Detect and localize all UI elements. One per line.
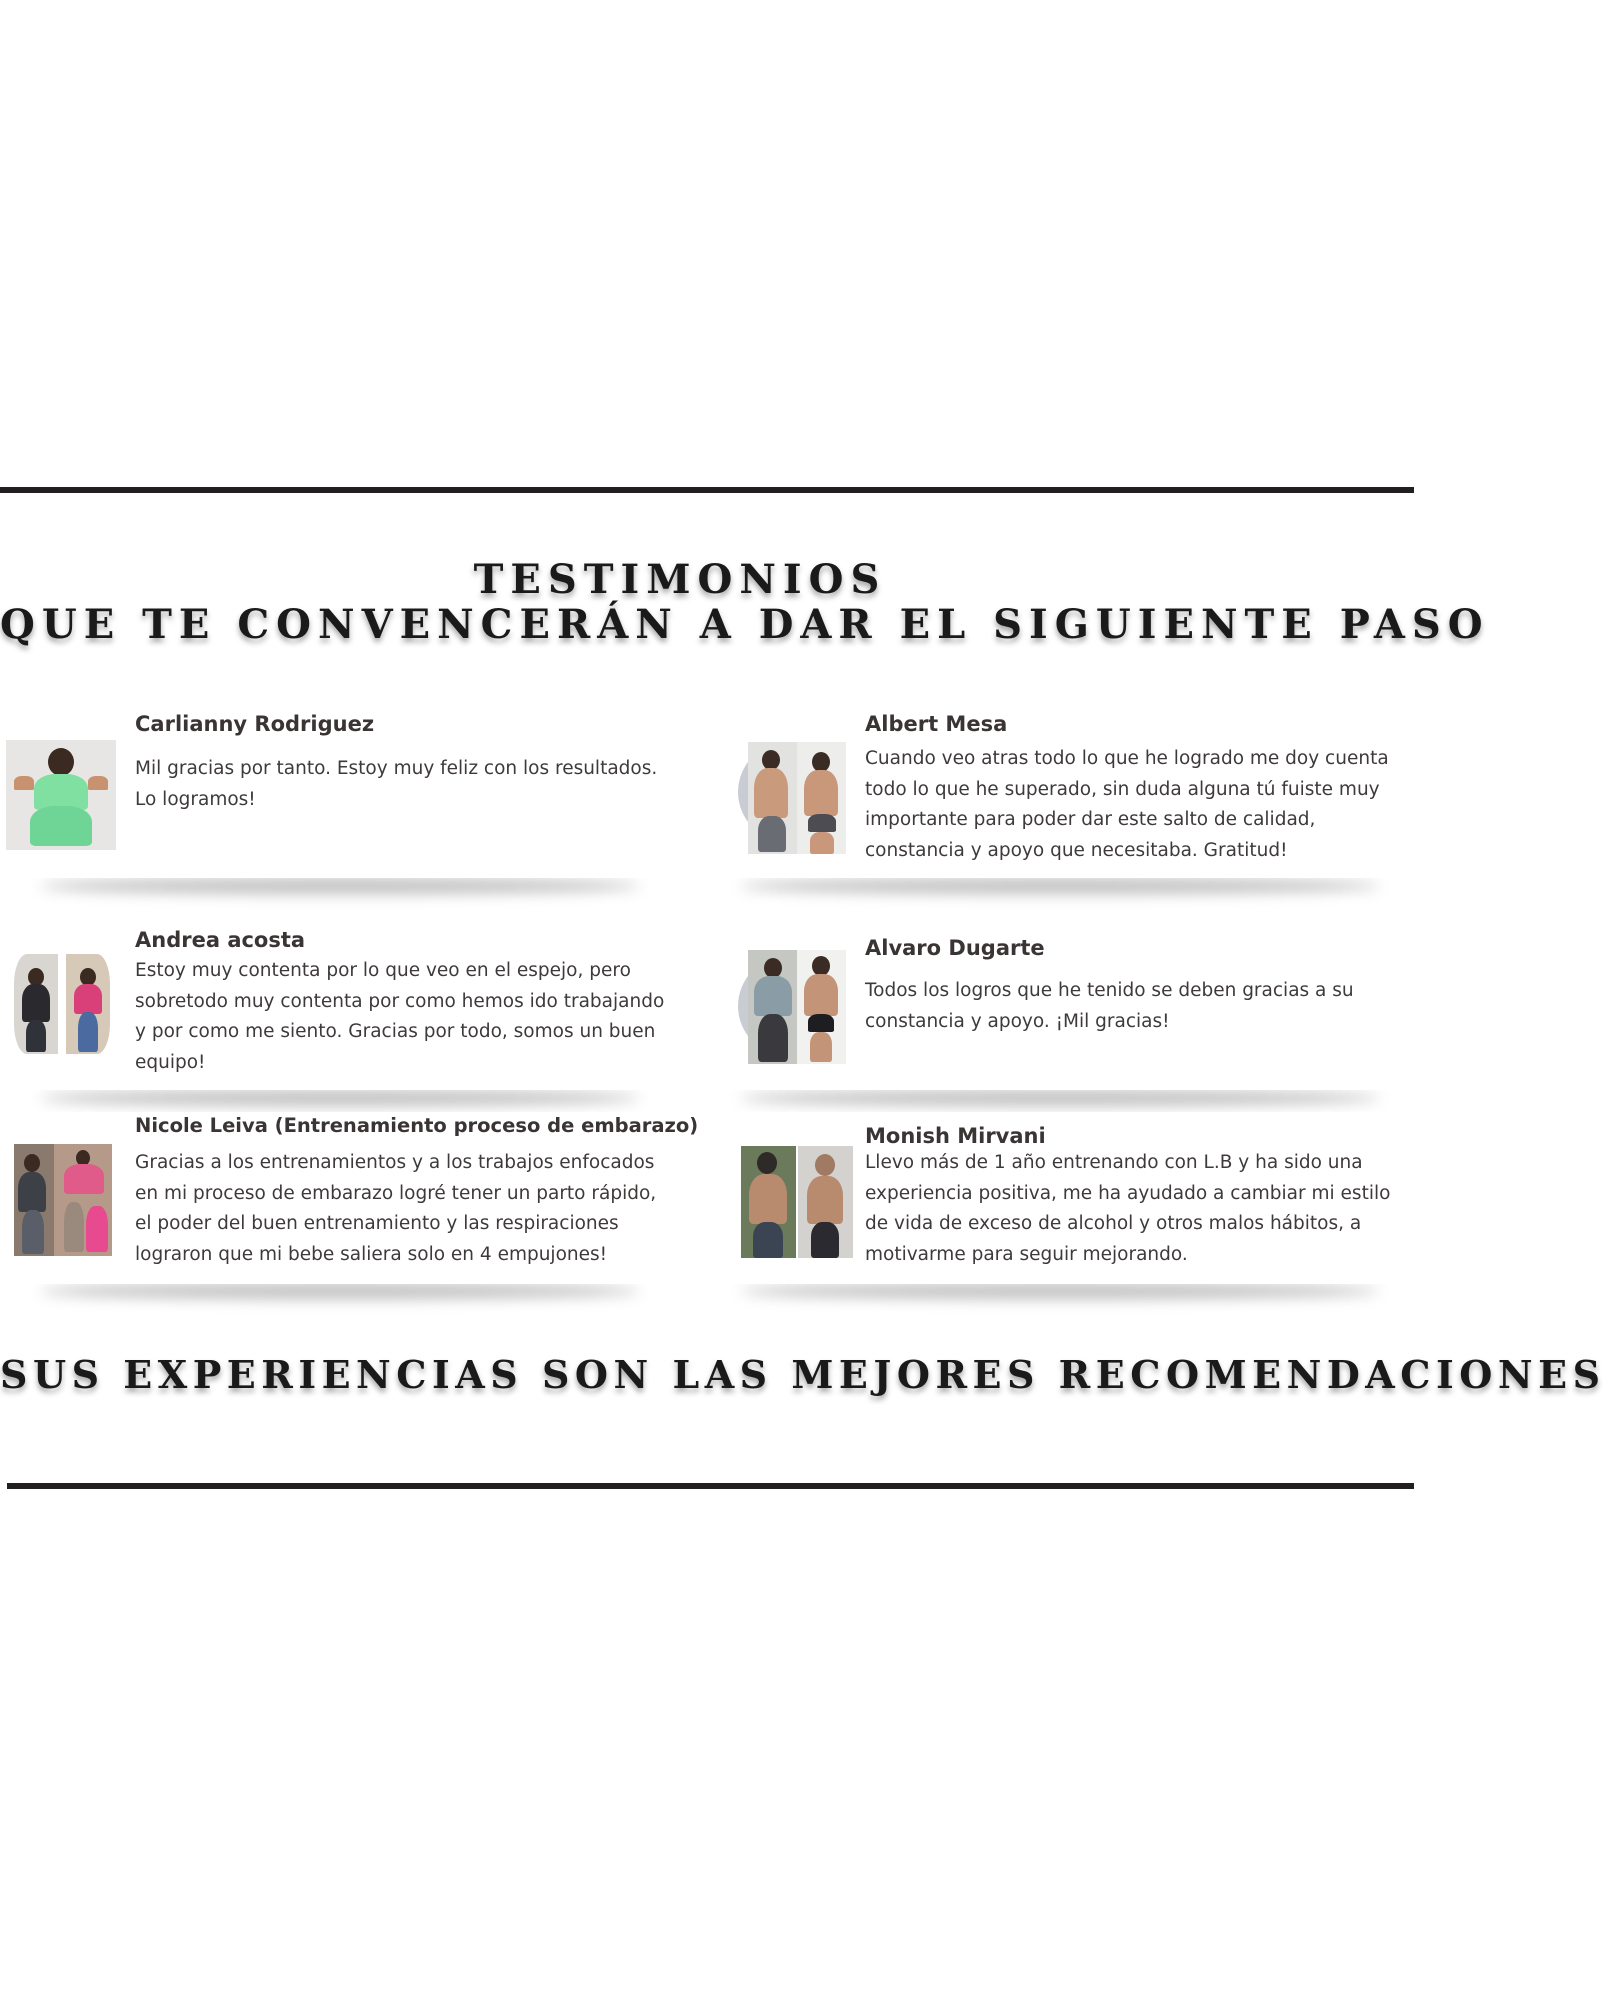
- card-shadow: [40, 1090, 640, 1106]
- testimonial-text: Estoy muy contenta por lo que veo en el espejo, pero sobretodo muy contenta por como hemos ido trabajando y por como me siento. Gracias por todo, somos un buen equipo!: [135, 960, 665, 1073]
- testimonial-text: Cuando veo atras todo lo que he logrado me doy cuenta todo lo que he superado, sin duda alguna tú fuiste muy importante para poder dar este salto de calidad, constancia y apoyo que necesitaba. Gratitud!: [865, 748, 1389, 861]
- testimonial-text: Todos los logros que he tenido se deben gracias a su constancia y apoyo. ¡Mil gracias!: [865, 980, 1354, 1032]
- before-after-photo: [10, 954, 110, 1054]
- testimonial-text: Llevo más de 1 año entrenando con L.B y ha sido una experiencia positiva, me ha ayudado a cambiar mi estilo de vida de exceso de alcohol y otros malos hábitos, a motivarme para seguir mejorando.: [865, 1152, 1391, 1265]
- card-shadow: [740, 1283, 1380, 1299]
- testimonial-card: [0, 918, 690, 1090]
- testimonial-name: Nicole Leiva (Entrenamiento proceso de embarazo): [135, 1114, 699, 1137]
- testimonial-card: [720, 918, 1414, 1090]
- before-after-photo: [748, 950, 846, 1064]
- closing-tagline: SUS EXPERIENCIAS SON LAS MEJORES RECOMENDACIONES: [0, 1352, 1606, 1397]
- top-divider: [0, 487, 1414, 493]
- testimonial-name: Carlianny Rodriguez: [135, 712, 375, 736]
- card-shadow: [740, 878, 1380, 894]
- collage-photo: [14, 1144, 112, 1256]
- testimonial-text: Mil gracias por tanto. Estoy muy feliz con los resultados. Lo logramos!: [135, 758, 658, 810]
- before-after-photo: [741, 1146, 853, 1258]
- card-shadow: [40, 1283, 640, 1299]
- testimonial-text: Gracias a los entrenamientos y a los trabajos enfocados en mi proceso de embarazo logré tener un parto rápido, el poder del buen entrenamiento y las respiraciones lograron que mi bebe saliera solo en 4 empujones!: [135, 1152, 657, 1265]
- card-shadow: [40, 878, 640, 894]
- testimonial-name: Monish Mirvani: [865, 1124, 1046, 1148]
- section-subtitle: QUE TE CONVENCERÁN A DAR EL SIGUIENTE PASO: [0, 601, 1490, 648]
- testimonial-card: [720, 1112, 1414, 1284]
- testimonial-name: Alvaro Dugarte: [865, 936, 1045, 960]
- testimonial-card: [0, 700, 690, 878]
- before-after-photo: [748, 742, 846, 854]
- testimonial-name: Albert Mesa: [865, 712, 1008, 736]
- bottom-divider: [7, 1483, 1414, 1489]
- card-shadow: [740, 1090, 1380, 1106]
- testimonial-card: [0, 1112, 699, 1284]
- avatar: [6, 740, 116, 850]
- testimonial-name: Andrea acosta: [135, 928, 306, 952]
- section-title: TESTIMONIOS: [473, 556, 887, 603]
- testimonial-card: [720, 700, 1414, 878]
